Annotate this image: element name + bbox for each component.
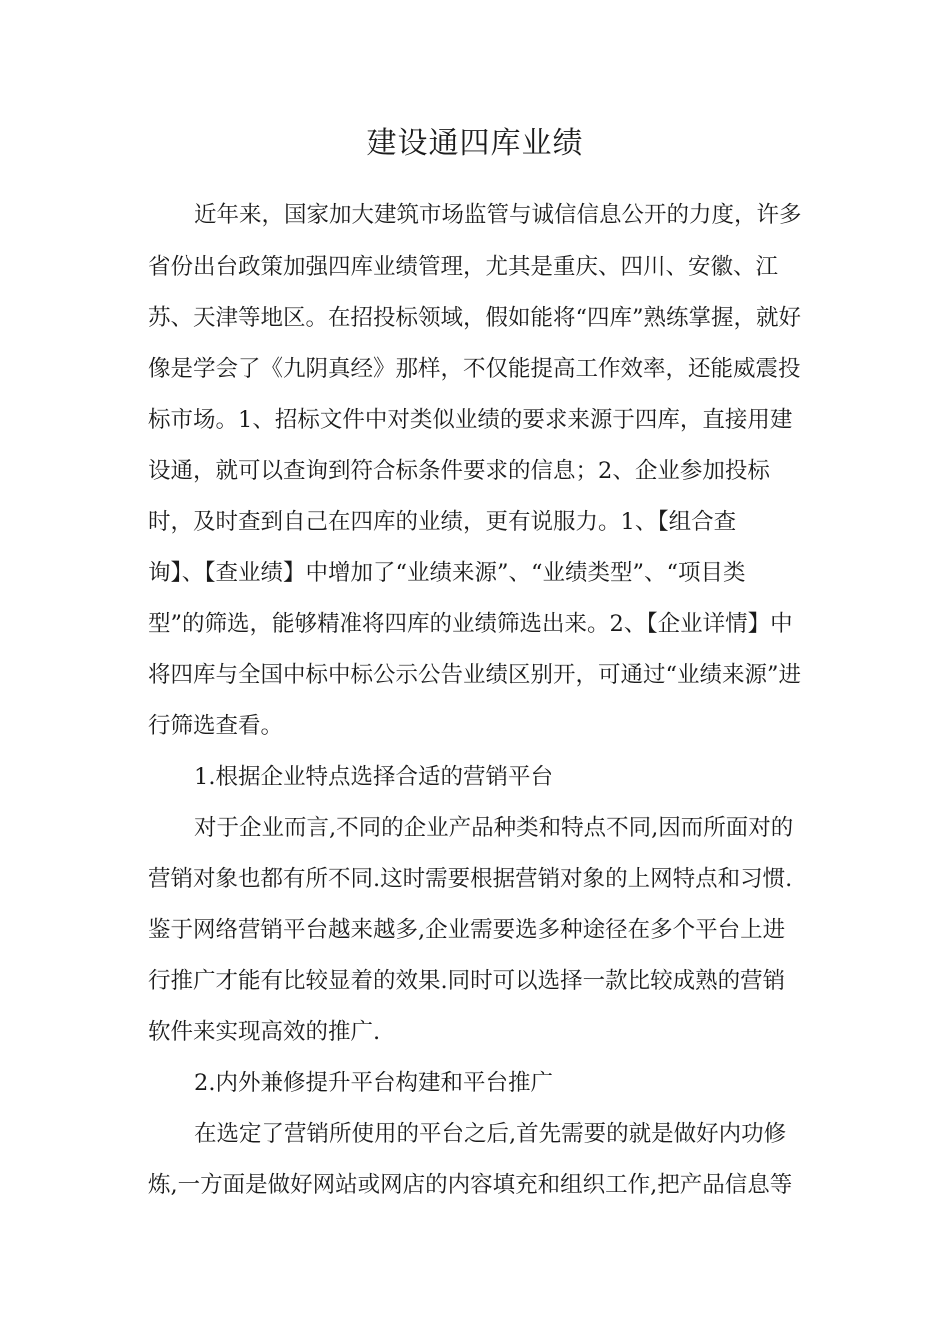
body-line: 将四库与全国中标中标公示公告业绩区别开，可通过“业绩来源”进 bbox=[148, 662, 802, 688]
body-line: 软件来实现高效的推广. bbox=[148, 1019, 381, 1045]
body-line: 行推广才能有比较显着的效果.同时可以选择一款比较成熟的营销 bbox=[148, 968, 786, 994]
body-line: 行筛选查看。 bbox=[148, 713, 284, 739]
body-line: 设通，就可以查询到符合标条件要求的信息；2、企业参加投标 bbox=[148, 458, 770, 484]
body-line: 在选定了营销所使用的平台之后,首先需要的就是做好内功修 bbox=[194, 1121, 787, 1147]
body-line: 营销对象也都有所不同.这时需要根据营销对象的上网特点和习惯. bbox=[148, 866, 793, 892]
section-heading: 1.根据企业特点选择合适的营销平台 bbox=[194, 764, 553, 790]
document-title: 建设通四库业绩 bbox=[366, 126, 584, 161]
body-line: 型”的筛选，能够精准将四库的业绩筛选出来。2、【企业详情】中 bbox=[148, 611, 793, 637]
body-line: 省份出台政策加强四库业绩管理，尤其是重庆、四川、安徽、江 bbox=[148, 254, 779, 280]
body-line: 近年来，国家加大建筑市场监管与诚信信息公开的力度，许多 bbox=[194, 202, 802, 228]
body-line: 询】、【查业绩】中增加了“业绩来源”、“业绩类型”、“项目类 bbox=[148, 560, 746, 586]
body-line: 炼,一方面是做好网站或网店的内容填充和组织工作,把产品信息等 bbox=[148, 1172, 793, 1198]
body-line: 苏、天津等地区。在招投标领域，假如能将“四库”熟练掌握，就好 bbox=[148, 305, 802, 331]
body-line: 标市场。1、招标文件中对类似业绩的要求来源于四库，直接用建 bbox=[148, 407, 793, 433]
body-line: 鉴于网络营销平台越来越多,企业需要选多种途径在多个平台上进 bbox=[148, 917, 786, 943]
body-line: 对于企业而言,不同的企业产品种类和特点不同,因而所面对的 bbox=[194, 815, 794, 841]
body-line: 像是学会了《九阴真经》那样，不仅能提高工作效率，还能威震投 bbox=[148, 356, 801, 382]
section-heading: 2.内外兼修提升平台构建和平台推广 bbox=[194, 1070, 553, 1096]
body-line: 时，及时查到自己在四库的业绩，更有说服力。1、【组合查 bbox=[148, 509, 737, 535]
